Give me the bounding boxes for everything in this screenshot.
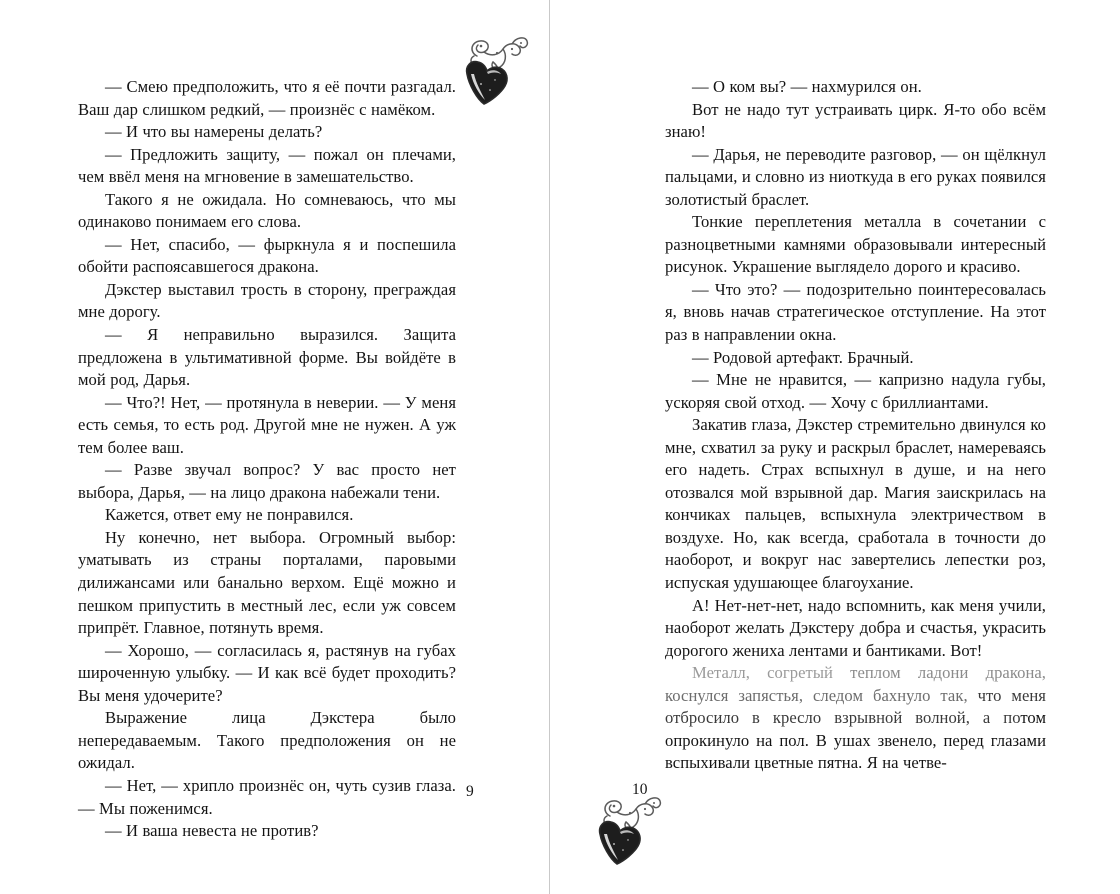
right-page-text-column <box>665 76 1046 775</box>
paragraph: Кажется, ответ ему не понравился. <box>105 505 354 525</box>
heart-locket-ornament-icon <box>457 22 533 108</box>
faded-segment: что меня отбросило в кресло взрывной волной, а по <box>665 685 1046 728</box>
paragraph: — О ком вы? — нахмурился он. <box>692 77 922 96</box>
left-page <box>0 0 549 894</box>
paragraph-faded <box>665 662 1046 775</box>
paragraph: — Родовой артефакт. Брачный. <box>692 347 914 367</box>
page-number-left: 9 <box>466 783 474 800</box>
paragraph: — Что?! Нет, — протянула в неверии. — У меня есть семья, то есть род. Другой мне не нужен. А уж тем более ваш. <box>78 392 456 457</box>
paragraph: Дэкстер выставил трость в сторону, преграждая мне дорогу. <box>78 279 456 322</box>
faded-segment: том опрокинуло на пол. В ушах звенело, перед глазами вспыхивали цветные пятна. Я на четве- <box>665 708 1046 773</box>
paragraph: — Нет, — хрипло произнёс он, чуть сузив глаза. — Мы поженимся. <box>78 775 456 818</box>
paragraph: Закатив глаза, Дэкстер стремительно двинулся ко мне, схватил за руку и раскрыл браслет, намереваясь его надеть. Страх вспыхнул в душе, и на него отозвался мой взрывной дар. Магия заискрилась на кончиках пальцев, вспыхнула электричеством в воздухе. Но, как всегда, сработала в точности до наоборот, и вокруг нас завертелись лепестки роз, испуская удушающее благоухание. <box>665 415 1046 593</box>
paragraph: — Я неправильно выразился. Защита предложена в ультимативной форме. Вы войдёте в мой род, Дарья. <box>78 325 456 390</box>
right-page <box>550 0 1120 894</box>
heart-locket-ornament-icon <box>590 782 666 868</box>
paragraph: — Мне не нравится, — капризно надула губы, ускоряя свой отход. — Хочу с бриллиантами. <box>665 370 1046 412</box>
faded-segment: Металл, согретый <box>692 663 851 683</box>
paragraph: — И ваша невеста не против? <box>105 821 319 841</box>
paragraph: Выражение лица Дэкстера было непередаваемым. Такого предположения он не ожидал. <box>78 708 456 773</box>
paragraph: — Предложить защиту, — пожал он плечами, чем ввёл меня на мгновение в замешательство. <box>78 144 456 187</box>
paragraph: — Дарья, не переводите разговор, — он щёлкнул пальцами, и словно из ниоткуда в его руках появился золотистый браслет. <box>665 144 1046 209</box>
faded-segment: коснулся запястья, следом бахнуло так, <box>665 685 978 705</box>
paragraph: — Что это? — подозрительно поинтересовалась я, вновь начав стратегическое отступление. На этот раз в направлении окна. <box>665 279 1046 345</box>
paragraph: — Разве звучал вопрос? У вас просто нет выбора, Дарья, — на лицо дракона набежали тени. <box>78 460 456 502</box>
paragraph: Вот не надо тут устраивать цирк. Я-то обо всём знаю! <box>665 99 1046 142</box>
page-number-right: 10 <box>632 781 648 798</box>
paragraph: — И что вы намерены делать? <box>105 122 323 142</box>
paragraph: — Смею предположить, что я её почти разгадал. Ваш дар слишком редкий, — произнёс с намёком. <box>78 77 456 119</box>
paragraph: Ну конечно, нет выбора. Огромный выбор: уматывать из страны порталами, паровыми дилижансами или банально верхом. Ещё можно и пешком припустить в местный лес, если уж совсем припрёт. Главное, потянуть время. <box>78 527 456 638</box>
paragraph: Такого я не ожидала. Но сомневаюсь, что мы одинаково понимаем его слова. <box>78 189 456 232</box>
paragraph: — Хорошо, — согласилась я, растянув на губах широченную улыбку. — И как всё будет проходить? Вы меня удочерите? <box>78 640 456 705</box>
paragraph: Тонкие переплетения металла в сочетании с разноцветными камнями образовывали интересный рисунок. Украшение выглядело дорого и красиво. <box>665 212 1046 277</box>
faded-segment: теплом ладони дракона, <box>850 663 1046 683</box>
paragraph: А! Нет-нет-нет, надо вспомнить, как меня учили, наоборот желать Дэкстеру добра и счастья, украсить дорогого жениха лентами и бантиками. Вот! <box>665 595 1046 660</box>
left-page-text-column <box>78 76 456 843</box>
paragraph: — Нет, спасибо, — фыркнула я и поспешила обойти распоясавшегося дракона. <box>78 234 456 277</box>
